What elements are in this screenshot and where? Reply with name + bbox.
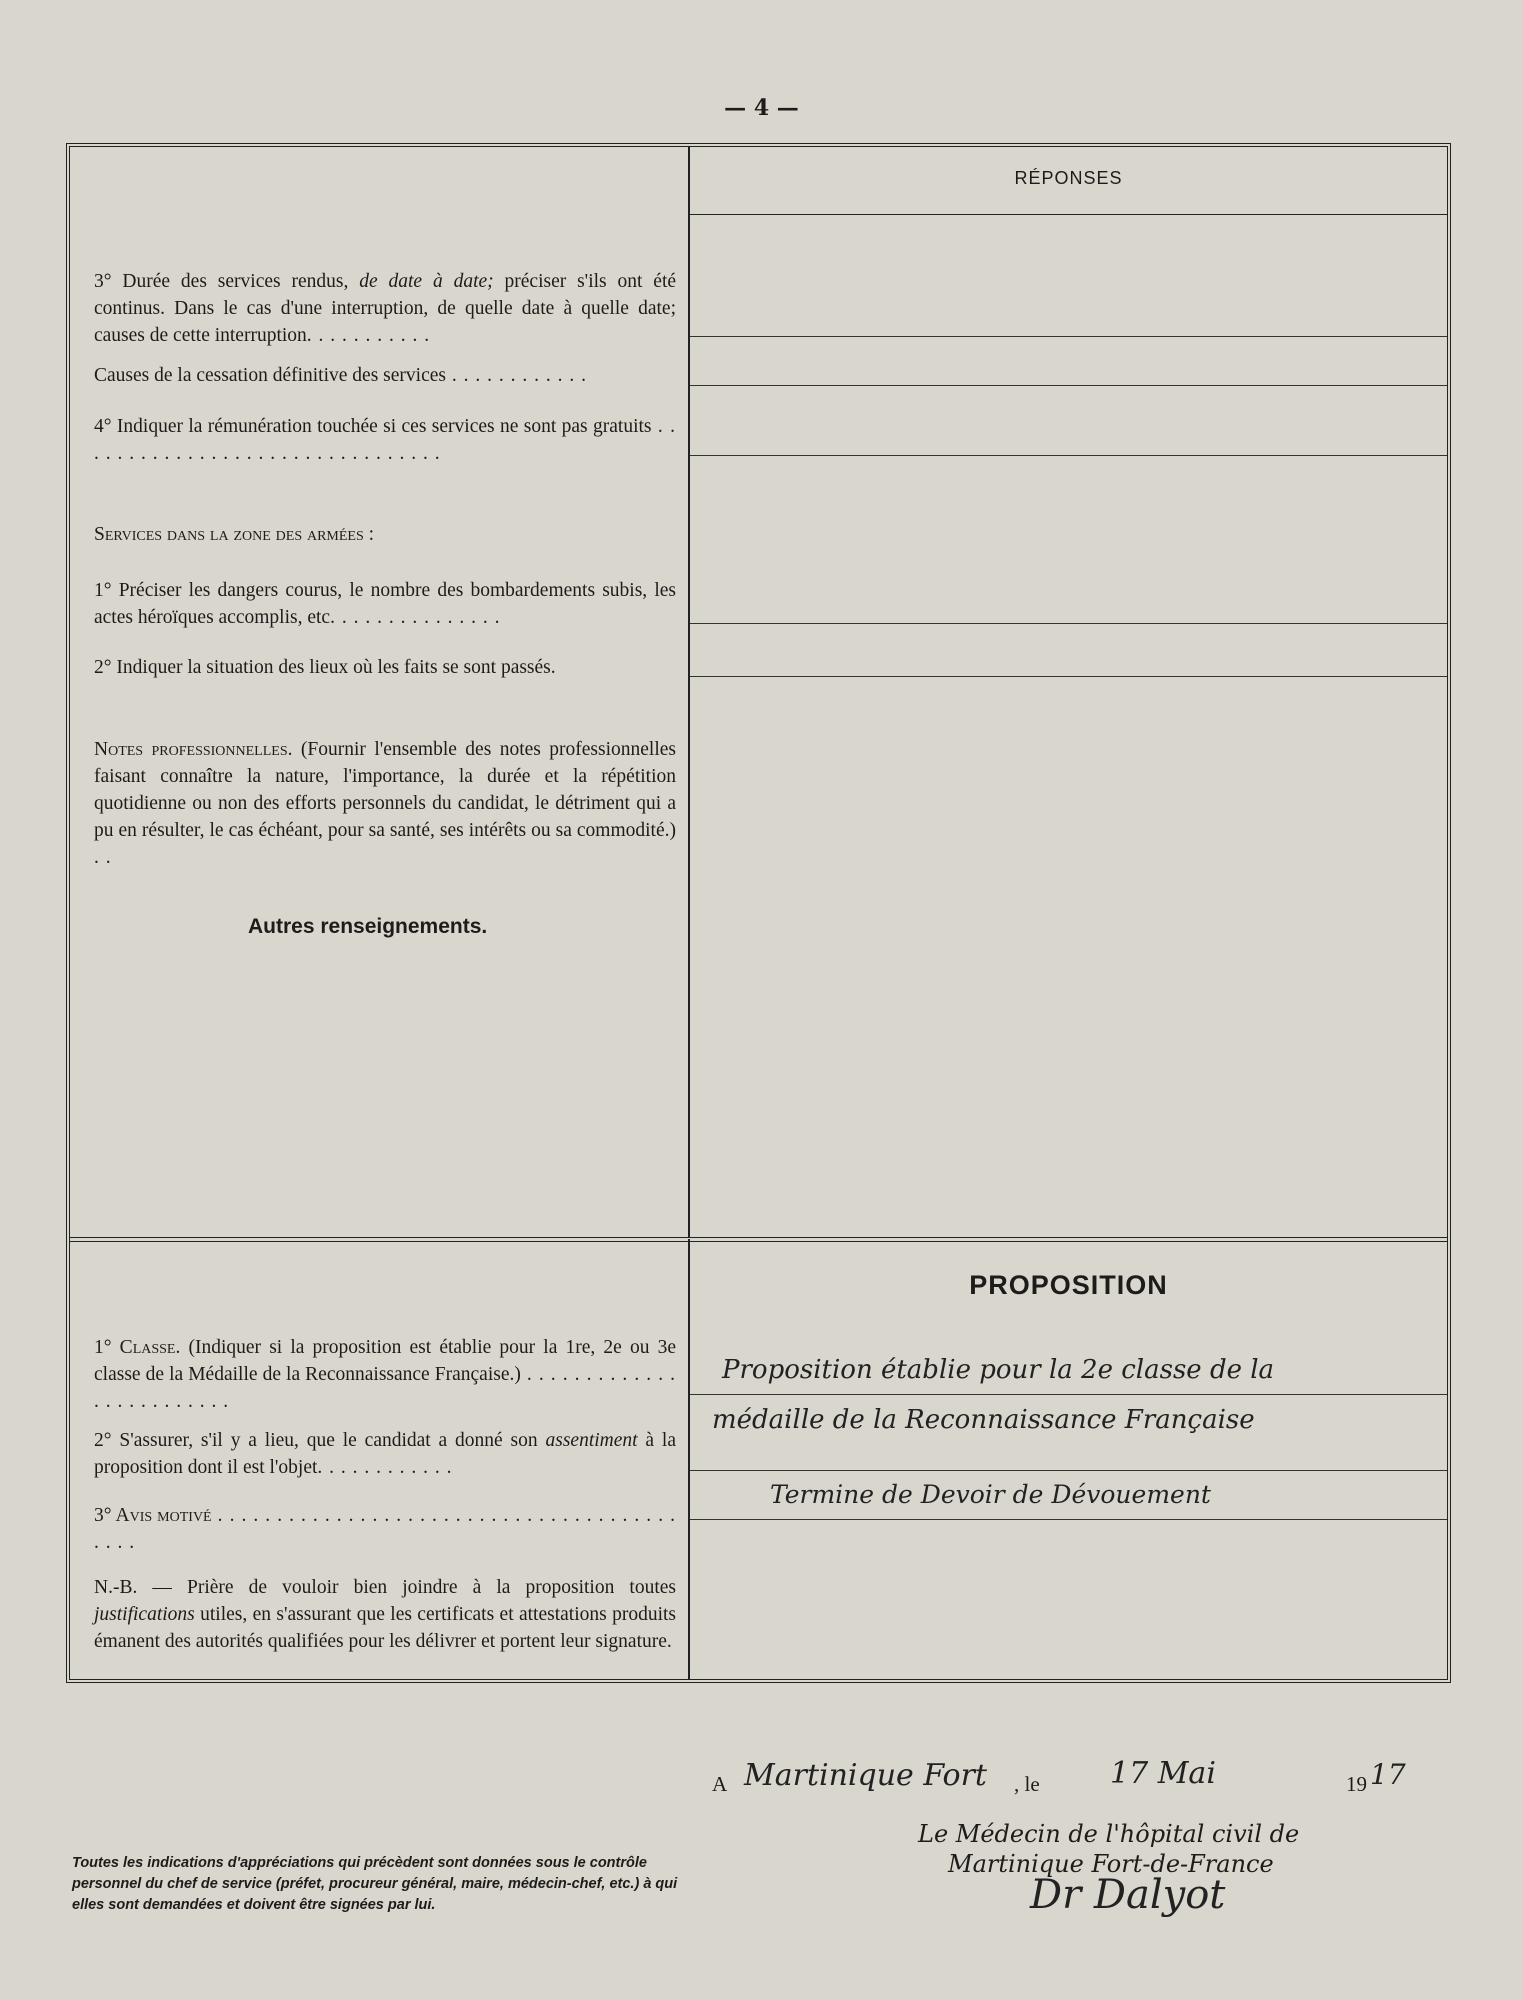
handwritten-date: 17 Mai (1110, 1756, 1216, 1791)
question-classe: 1° Classe. (Indiquer si la proposition est établie pour la 1re, 2e ou 3e classe de la Médaille de la Reconnaissance Française.) . . . . . . . . . . . . . . . . . . . . . . . . . (94, 1337, 677, 1412)
notes-professionnelles: Notes professionnelles. (Fournir l'ensemble des notes professionnelles faisant connaître la nature, l'importance, la durée et la répétition quotidienne ou non des efforts personnels du candidat, le détriment qui a pu en résulter, le cas échéant, pour sa santé, ses intérêts ou sa commodité.) . . (94, 739, 676, 868)
question-assentiment: 2° S'assurer, s'il y a lieu, que le candidat a donné son assentiment à la proposition dont il est l'objet. . . . . . . . . . . . (94, 1430, 676, 1478)
signatory-role-1: Le Médecin de l'hôpital civil de (918, 1820, 1300, 1848)
answer-line (690, 1470, 1447, 1471)
question-situation: 2° Indiquer la situation des lieux où les faits se sont passés. (94, 657, 556, 678)
proposition-title: PROPOSITION (969, 1270, 1168, 1300)
section-separator (70, 1237, 1447, 1242)
question-dangers: 1° Préciser les dangers courus, le nombre des bombardements subis, les actes héroïques accomplis, etc. . . . . . . . . . . . . . . (94, 580, 676, 628)
handwritten-proposition-2: médaille de la Reconnaissance Française (712, 1405, 1255, 1435)
autres-renseignements: Autres renseignements. (248, 915, 488, 938)
signatory-role-2: Martinique Fort-de-France (948, 1850, 1274, 1878)
question-avis: 3° Avis motivé . . . . . . . . . . . . . . . . . . . . . . . . . . . . . . . . . . . . . . . . . . . (94, 1505, 676, 1553)
year-prefix: 19 (1346, 1772, 1367, 1796)
answer-line (690, 1394, 1447, 1395)
answer-line (690, 676, 1447, 677)
answer-line (690, 385, 1447, 386)
nota-bene: N.-B. — Prière de vouloir bien joindre à la proposition toutes justifications utiles, en s'assurant que les certificats et attestations produits émanent des autorités qualifiées pour les délivrer et portent leur signature. (94, 1577, 676, 1652)
column-divider-lower (688, 1239, 690, 1679)
header-rule (690, 214, 1447, 215)
zone-armees-heading: Services dans la zone des armées : (94, 524, 375, 545)
reponses-header: RÉPONSES (1014, 168, 1123, 188)
answer-line (690, 1519, 1447, 1520)
question-cessation: Causes de la cessation définitive des services . . . . . . . . . . . . (94, 365, 587, 386)
a-label: A (712, 1772, 728, 1796)
question-remuneration: 4° Indiquer la rémunération touchée si ces services ne sont pas gratuits . . . . . . . . . . . . . . . . . . . . . . . . . . . . . . . . (94, 416, 676, 464)
handwritten-place: Martinique Fort (744, 1758, 987, 1793)
page-number: — 4 — (724, 95, 799, 121)
handwritten-avis: Termine de Devoir de Dévouement (770, 1480, 1211, 1509)
answer-line (690, 623, 1447, 624)
signature: Dr Dalyot (1030, 1872, 1226, 1918)
question-duree: 3° Durée des services rendus, de date à date; préciser s'ils ont été continus. Dans le cas d'une interruption, de quelle date à quelle date; causes de cette interruption. . . . . . . . . . . (94, 271, 677, 346)
le-label: , le (1014, 1772, 1040, 1796)
answer-line (690, 336, 1447, 337)
answer-line (690, 455, 1447, 456)
footer-note: Toutes les indications d'appréciations qui précèdent sont données sous le contrôle personnel du chef de service (préfet, procureur général, maire, médecin-chef, etc.) à qui elles sont demandées et doivent être signées par lui. (72, 1855, 678, 1913)
handwritten-year: 17 (1370, 1758, 1406, 1791)
handwritten-proposition-1: Proposition établie pour la 2e classe de la (722, 1355, 1275, 1385)
column-divider (688, 147, 690, 1237)
